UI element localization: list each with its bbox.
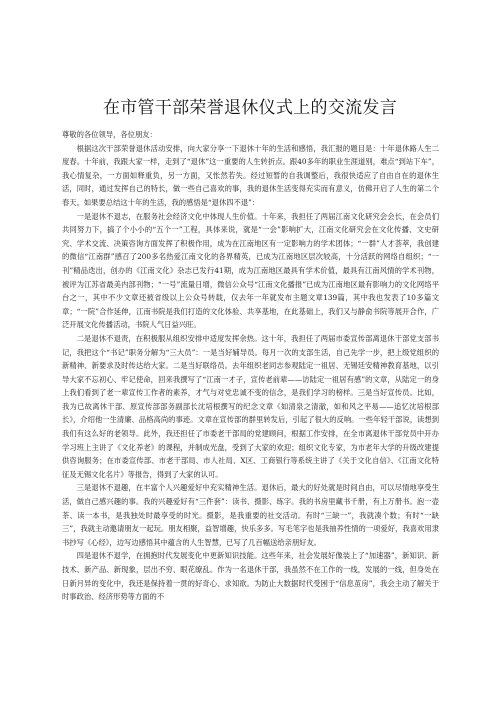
document-title: 在市管干部荣誉退休仪式上的交流发言: [102, 98, 398, 118]
paragraph-point-3: 三是退休不退趣，在丰富个人兴趣爱好中充实精神生活。退休后，最大的好处就是时间自由，可以尽情地享受生活，做自己感兴趣的事。我的兴趣爱好有“三件套”：读书、摄影、练字。我的书房里藏书千册，有上万册书。泡一壶茶、读一本书，是我独处时最享受的时光。摄影，是我重要的社交活动。有时“三缺一”，我就凑个数；有时“一缺三”，我就主动邀请朋友一起玩。朋友相聚，益智增趣，快乐多多。写毛笔字也是我抽养性情的一项爱好，我喜欢用隶书抄写《心经》，边写边感悟其中蕴含的人生智慧，已写了几百幅送给亲朋好友。: [62, 483, 439, 547]
salutation: 尊敬的各位领导，各位朋友：: [62, 130, 157, 139]
paragraph-point-2: 二是退休不退责，在积极服从组织安排中适度发挥余热。这十年，我担任了两届市委宣传部离退休干部党支部书记，我把这个“书记”职务分解为“三大员”：一是当好辅导员。每月一次的支部生活，自己先学一步，把上级党组织的新精神、新要求及时传达给大家。二是当好联络员。去年组织老同志参观陆定一祖居、无锡廷安精神教育基地，以引导大家不忘初心、牢记使命，回来我撰写了“江南一才子，宣传老前辈——访陆定一祖居有感”的文章，从陆定一的身上我们看到了老一辈宣传工作者的素养，才气与对党忠诚不变的信念，是我们学习的榜样。三是当好宣传员。比如，我为已故离休干部、原宣传部部务副部长沈培根撰写的纪念文章《如清泉之清澈，如和风之平易——追忆沈培根部长》，介绍他一生清廉、品格高尚的事迹。文章在宣传部的群里转发后，引起了很大的反响。一些年轻干部说，读想到我们有这么好的老领导。此外，我还担任了市委老干部局的党建顾问，根据工作安排，在全市离退休干部党员中开办学习班上主讲了《文化养老》的课程，并制成光盘，受到了大家的欢迎；组织文化专家，为市老年大学的升级改建提供咨询服务；在市委宣传部、市老干部局、市人社局、X区、工商银行等系统主讲了《关于文化自信》、《江南文化特征及无锡文化名片》等报告，得到了大家的认可。: [62, 333, 439, 479]
paragraph-point-4: 四是退休不退学，在拥抱时代发展变化中更新知识技能。这些年来，社会发展好像装上了“加速器”，新知识、新技术、新产品、新现象，层出不穷、眼花缭乱。作为一名退休干部，我虽然不在工作的一线，发展的一线，但身处在日新月异的变化中，我还是保持着一贯的好奇心、求知欲。为防止大数据时代受困于“信息茧房”，我会主动了解关于时事政治、经济形势等方面的不: [62, 551, 439, 602]
document-body: [62, 128, 439, 604]
paragraph-intro: 根据这次干部荣誉退休活动安排，向大家分享一下退休十年的生活和感悟，我汇报的题目是：十年退休路人生二度春。十年前，我跟大家一样，走到了“退休”这一重要的人生转折点。跟40多年的职业生涯道别，难点“到站下车”，我心情复杂，一方面如释重负，另一方面，又怅然若失。经过短暂的自我调整后，我很快适应了自由自在的退休生活，同时，通过发挥自己的特长，做一些自己喜欢的事，我的退休生活变得充实而有意义，仿佛开启了人生的第二个春天。如果要总结这十年的生活，我的感悟是“退休四不退”：: [62, 143, 439, 207]
paragraph-point-1: 一是退休不退志，在服务社会经济文化中体现人生价值。十年来，我担任了两届江南文化研究会会长，在会员们共同努力下，搞了个小小的“五个一”工程，具体来说，就是“一会”影响扩大，江南文化研究会在文化传播、文史研究、学术交流、决策咨询方面发挥了积极作用，成为在江南地区有一定影响力的学术团体；“一群”人才荟萃，我创建的微信“江南群”感召了200多名热爱江南文化的各界精英，已成为江南地区层次较高，十分活跃的网络自组织；“一刊”精品迭出，创办的《江南文化》杂志已发行41期，成为江南地区最具有学术价值，最具有江南风情的学术刊物，被评为江苏省最美内部刊物；“一号”流量日增，微信公众号“江南文化播报”已成为江南地区最有影响力的文化网络平台之一，其中不少文章还被省级以上公众号转载，仅去年一年就发布主题文章139篇，其中我也发表了10多篇文章；“一院”合作延伸，江南书院是我们打造的文化体验、共享基地，在此基础上，我们又与静俞书院等展开合作，广泛开展文化传播活动，书院人气日益兴旺。: [62, 211, 439, 330]
